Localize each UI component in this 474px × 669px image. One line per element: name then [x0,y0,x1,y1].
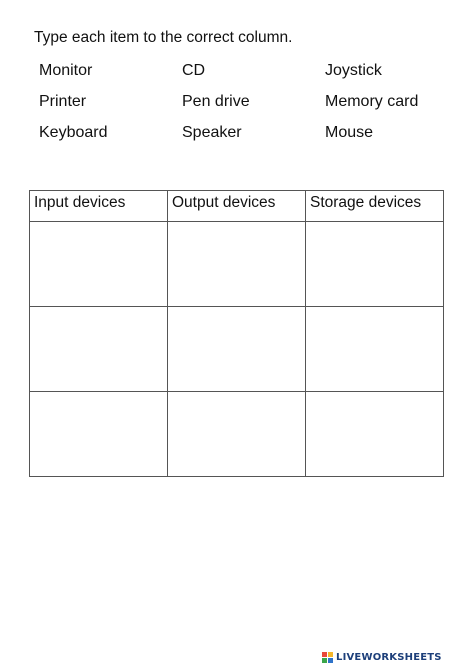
word-bank [39,62,459,155]
logo-text: LIVEWORKSHEETS [336,652,442,663]
word-item: Joystick [325,62,382,79]
word-item: Monitor [39,62,93,79]
column-header-storage: Storage devices [306,191,444,222]
logo-square [328,652,333,657]
table-row [30,307,444,392]
word-item: Speaker [182,124,242,141]
word-item: CD [182,62,206,79]
logo-square [322,652,327,657]
answer-cell[interactable] [30,222,168,307]
answer-cell[interactable] [168,307,306,392]
answer-cell[interactable] [306,222,444,307]
answer-cell[interactable] [30,307,168,392]
answer-cell[interactable] [306,307,444,392]
answer-cell[interactable] [168,222,306,307]
word-item: Printer [39,93,87,110]
word-item: Memory card [325,93,419,110]
logo-square [328,658,333,663]
answer-table [29,190,444,477]
word-item: Keyboard [39,124,108,141]
word-item: Pen drive [182,93,250,110]
table-row [30,222,444,307]
answer-cell[interactable] [30,392,168,477]
word-item: Mouse [325,124,374,141]
answer-cell[interactable] [306,392,444,477]
answer-cell[interactable] [168,392,306,477]
logo-icon [322,652,334,664]
logo-square [322,658,327,663]
column-header-input: Input devices [30,191,168,222]
column-header-output: Output devices [168,191,306,222]
instruction-text: Type each item to the correct column. [34,29,293,46]
liveworksheets-logo [322,651,442,664]
table-row [30,392,444,477]
table-header-row [30,191,444,222]
